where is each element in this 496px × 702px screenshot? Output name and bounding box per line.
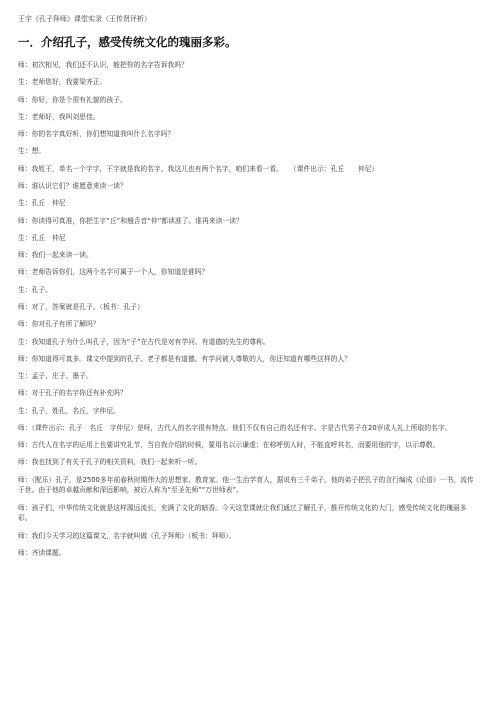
dialogue-line: 生：孔丘 仲尼 — [18, 199, 66, 208]
section-heading: 一．介绍孔子，感受传统文化的瑰丽多彩。 — [18, 35, 237, 49]
dialogue-line: 师：我们一起来读一读。 — [18, 251, 93, 260]
dialogue-line: 师：你对孔子有所了解吗？ — [18, 320, 100, 329]
dialogue-line: 生：老师您好，我要梁齐正。 — [18, 78, 107, 87]
dialogue-line: 师：孩子们，中华传统文化就是这样源远流长，充满了文化的暗香。今天这堂课就让我们通过了解孔子，推开传统文化的大门，感受传统文化的瑰丽多彩。 — [18, 503, 467, 523]
dialogue-line: 师：老师告诉你们，这两个名字可属于一个人，你知道是谁吗？ — [18, 268, 209, 277]
dialogue-line: 师：你的名字真好听，你们想知道我叫什么名字吗？ — [18, 130, 175, 139]
dialogue-line: 师：齐读课题。 — [18, 548, 66, 557]
dialogue-line: 师：（配乐）孔子，是2500多年前春秋时期伟大的思想家、教育家。他一生治学育人，据说有三千弟子。他的弟子把孔子的言行编成《论语》一书，流传于世。由于他的卓越贡献和深远影响，被后人称为“至圣先师”“万世师表”。 — [18, 475, 474, 495]
dialogue-line: 生：老师好，我叫刘思佳。 — [18, 112, 100, 121]
dialogue-line: 师：我们今天学习的这篇课文，名字就叫做《孔子拜师》（板书：拜师）。 — [18, 531, 236, 540]
document-title: 王宇《孔子拜师》课堂实录（王传贤评析） — [18, 15, 151, 23]
dialogue-line: 师：谁认识它们？谁愿意来读一读？ — [18, 181, 127, 190]
dialogue-line: 师：我姓王，单名一个宇字，王宇就是我的名字。我这儿也有两个名字，咱们来看一看。 （课件出示：孔丘 仲尼） — [18, 164, 379, 173]
dialogue-line: 师：你读得可真准，你把生字“丘”和翘舌音“仲”都读准了。谁再来读一读？ — [18, 216, 243, 225]
dialogue-line: 生：孔丘 仲尼 — [18, 233, 66, 242]
dialogue-line: 师：初次相见，我们还不认识，能把你的名字告诉我吗？ — [18, 61, 188, 69]
dialogue-line: 师：你知道得可真多。课文中提到的孔子、老子都是有道德、有学问被人尊敬的人，你还知道有哪些这样的人？ — [18, 354, 352, 363]
dialogue-line: 生：想。 — [18, 147, 46, 156]
dialogue-line: 生：孔子，姓孔，名丘，字仲尼。 — [18, 406, 120, 415]
dialogue-line: 生：孔子。 — [18, 285, 52, 294]
dialogue-lines — [18, 60, 480, 558]
dialogue-line: 生：我知道孔子为什么叫孔子，因为“子”在古代是对有学问、有道德的先生的尊称。 — [18, 337, 270, 346]
dialogue-line: 师：（课件出示：孔子 名丘 字仲尼）是呀，古代人的名字很有特点。他们不仅有自己的名还有字。字是古代男子在20岁成人礼上所取的名字。 — [18, 423, 452, 432]
dialogue-line: 师：你好，你是个很有礼貌的孩子。 — [18, 95, 127, 104]
dialogue-line: 师：对了，答案就是孔子。（板书：孔子） — [18, 302, 144, 311]
dialogue-line: 师：古代人在名字的运用上也要讲究礼节，当自我介绍的时候，要用名以示谦虚；在称呼别人时，不能直呼其名，而要用他的字，以示尊敬。 — [18, 441, 440, 450]
dialogue-line: 生：孟子、庄子、墨子。 — [18, 372, 93, 381]
dialogue-line: 师：对于孔子的名字你还有补充吗？ — [18, 389, 127, 398]
dialogue-line: 师：我也找到了有关于孔子的相关资料，我们一起来听一听。 — [18, 458, 202, 467]
